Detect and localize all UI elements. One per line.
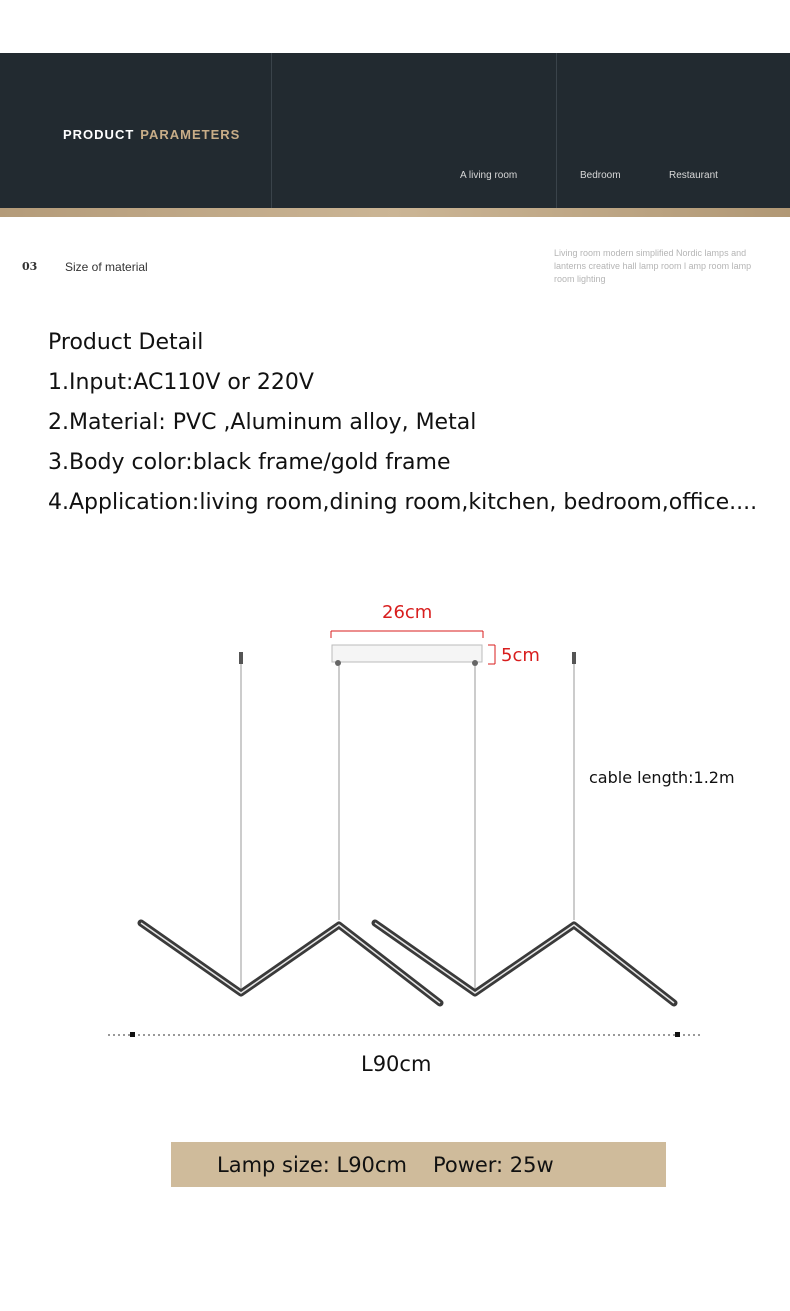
- canopy: [332, 645, 482, 662]
- banner-title-main: PRODUCT: [63, 127, 135, 142]
- canopy-mount: [335, 660, 341, 666]
- length-dimension-line: [108, 1032, 702, 1037]
- total-length-label: L90cm: [361, 1052, 432, 1076]
- cable-clip: [239, 652, 243, 664]
- canopy-width-label: 26cm: [382, 602, 433, 623]
- nav-item-living-room[interactable]: A living room: [460, 170, 518, 181]
- product-detail: [48, 323, 757, 523]
- product-detail-line: 2.Material: PVC ,Aluminum alloy, Metal: [48, 410, 477, 435]
- canopy-height-bracket: [488, 645, 495, 664]
- banner-divider: [271, 53, 272, 208]
- canopy-height-label: 5cm: [501, 645, 540, 666]
- section-label: Size of material: [65, 260, 148, 274]
- canopy-width-bracket: [331, 631, 483, 638]
- cable-clip: [572, 652, 576, 664]
- product-detail-line: 4.Application:living room,dining room,kitchen, bedroom,office....: [48, 490, 758, 515]
- spec-bar: [171, 1142, 666, 1187]
- product-detail-line: 1.Input:AC110V or 220V: [48, 370, 314, 395]
- nav-item-bedroom[interactable]: Bedroom: [580, 170, 621, 181]
- lamp-diagram: [0, 590, 790, 1090]
- nav-item-restaurant[interactable]: Restaurant: [669, 170, 718, 181]
- power-spec: Power: 25w: [432, 1152, 554, 1177]
- product-detail-heading: Product Detail: [48, 330, 204, 355]
- banner-title-accent: PARAMETERS: [140, 127, 241, 142]
- section-number: 03: [22, 260, 38, 273]
- banner-title: [63, 127, 240, 142]
- lamp-size-spec: Lamp size: L90cm: [217, 1152, 407, 1177]
- product-detail-line: 3.Body color:black frame/gold frame: [48, 450, 451, 475]
- banner-divider: [556, 53, 557, 208]
- cable-length-label: cable length:1.2m: [589, 768, 735, 787]
- section-description: Living room modern simplified Nordic lamps and lanterns creative hall lamp room l amp room lamp room lighting: [554, 248, 752, 284]
- gold-divider-strip: [0, 208, 790, 217]
- canopy-mount: [472, 660, 478, 666]
